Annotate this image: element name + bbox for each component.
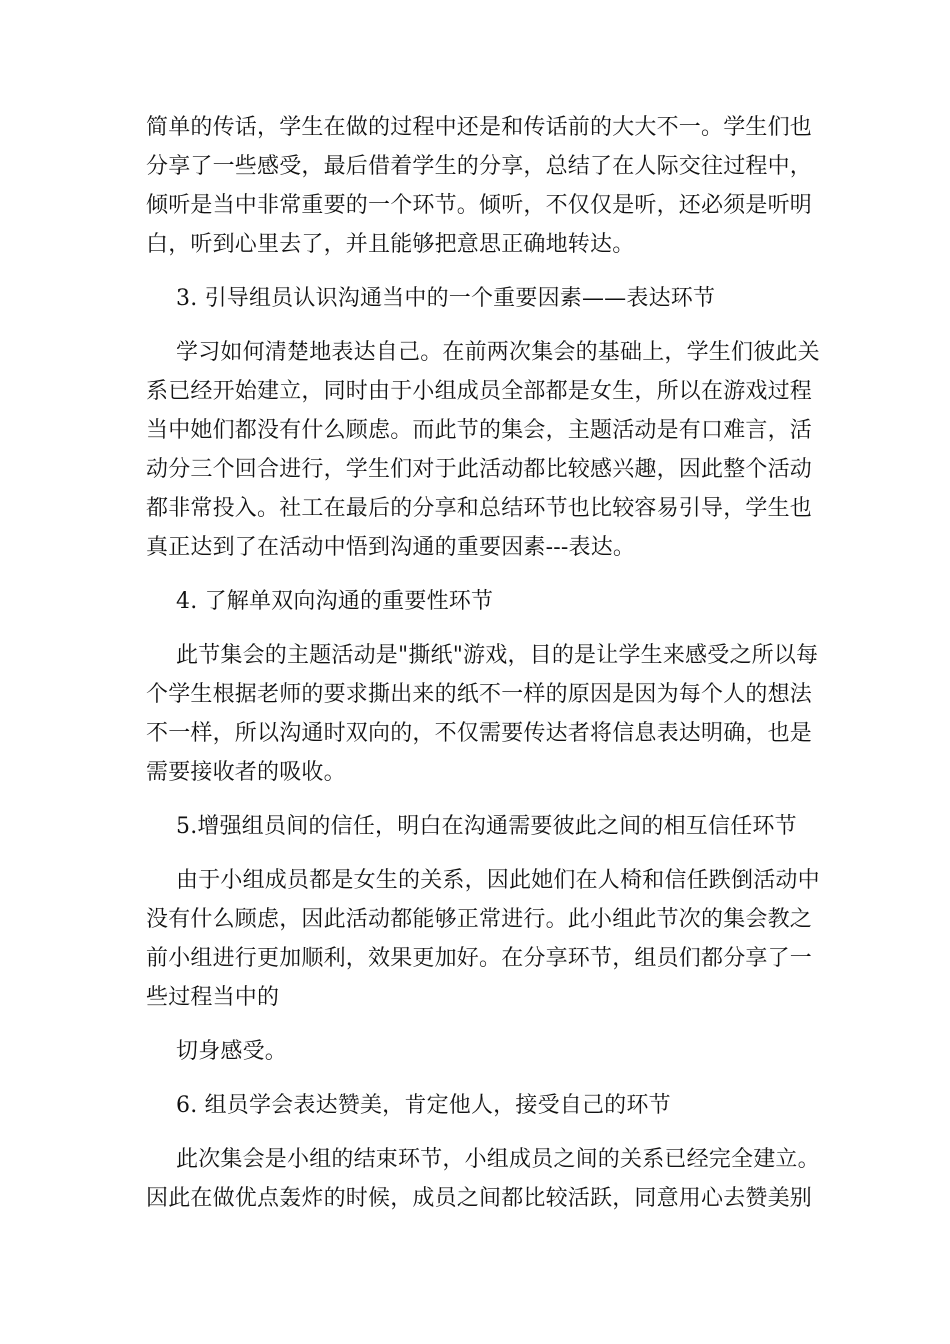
text-line: 因此在做优点轰炸的时候，成员之间都比较活跃，同意用心去赞美别 — [146, 1186, 813, 1211]
text-line: 分享了一些感受，最后借着学生的分享，总结了在人际交往过程中， — [146, 154, 813, 179]
text-line: 简单的传话，学生在做的过程中还是和传话前的大大不一。学生们也 — [146, 115, 813, 140]
text-line: 需要接收者的吸收。 — [146, 760, 346, 785]
text-line: 系已经开始建立，同时由于小组成员全部都是女生，所以在游戏过程 — [146, 379, 813, 404]
text-line: 倾听是当中非常重要的一个环节。倾听，不仅仅是听，还必须是听明 — [146, 193, 813, 218]
text-line: 切身感受。 — [176, 1039, 288, 1064]
text-line: 此次集会是小组的结束环节，小组成员之间的关系已经完全建立。 — [176, 1147, 820, 1172]
text-line: 学习如何清楚地表达自己。在前两次集会的基础上，学生们彼此关 — [176, 340, 820, 365]
text-line: 白，听到心里去了，并且能够把意思正确地转达。 — [146, 232, 635, 257]
text-line: 此节集会的主题活动是"撕纸"游戏，目的是让学生来感受之所以每 — [176, 643, 819, 668]
text-line: 没有什么顾虑，因此活动都能够正常进行。此小组此节次的集会教之 — [146, 907, 813, 932]
text-line: 前小组进行更加顺利，效果更加好。在分享环节，组员们都分享了一 — [146, 946, 813, 971]
text-line: 都非常投入。社工在最后的分享和总结环节也比较容易引导，学生也 — [146, 496, 813, 521]
text-line: 不一样，所以沟通时双向的，不仅需要传达者将信息表达明确，也是 — [146, 721, 813, 746]
text-line: 个学生根据老师的要求撕出来的纸不一样的原因是因为每个人的想法 — [146, 682, 813, 707]
section-heading-6: 6. 组员学会表达赞美，肯定他人，接受自己的环节 — [176, 1093, 671, 1118]
section-heading-3: 3. 引导组员认识沟通当中的一个重要因素——表达环节 — [176, 286, 716, 311]
section-heading-5: 5.增强组员间的信任，明白在沟通需要彼此之间的相互信任环节 — [176, 814, 797, 839]
text-line: 由于小组成员都是女生的关系，因此她们在人椅和信任跌倒活动中 — [176, 868, 820, 893]
text-line: 些过程当中的 — [146, 985, 280, 1010]
section-heading-4: 4. 了解单双向沟通的重要性环节 — [176, 589, 494, 614]
text-line: 真正达到了在活动中悟到沟通的重要因素---表达。 — [146, 535, 636, 560]
text-line: 当中她们都没有什么顾虑。而此节的集会，主题活动是有口难言，活 — [146, 418, 813, 443]
text-line: 动分三个回合进行，学生们对于此活动都比较感兴趣，因此整个活动 — [146, 457, 813, 482]
